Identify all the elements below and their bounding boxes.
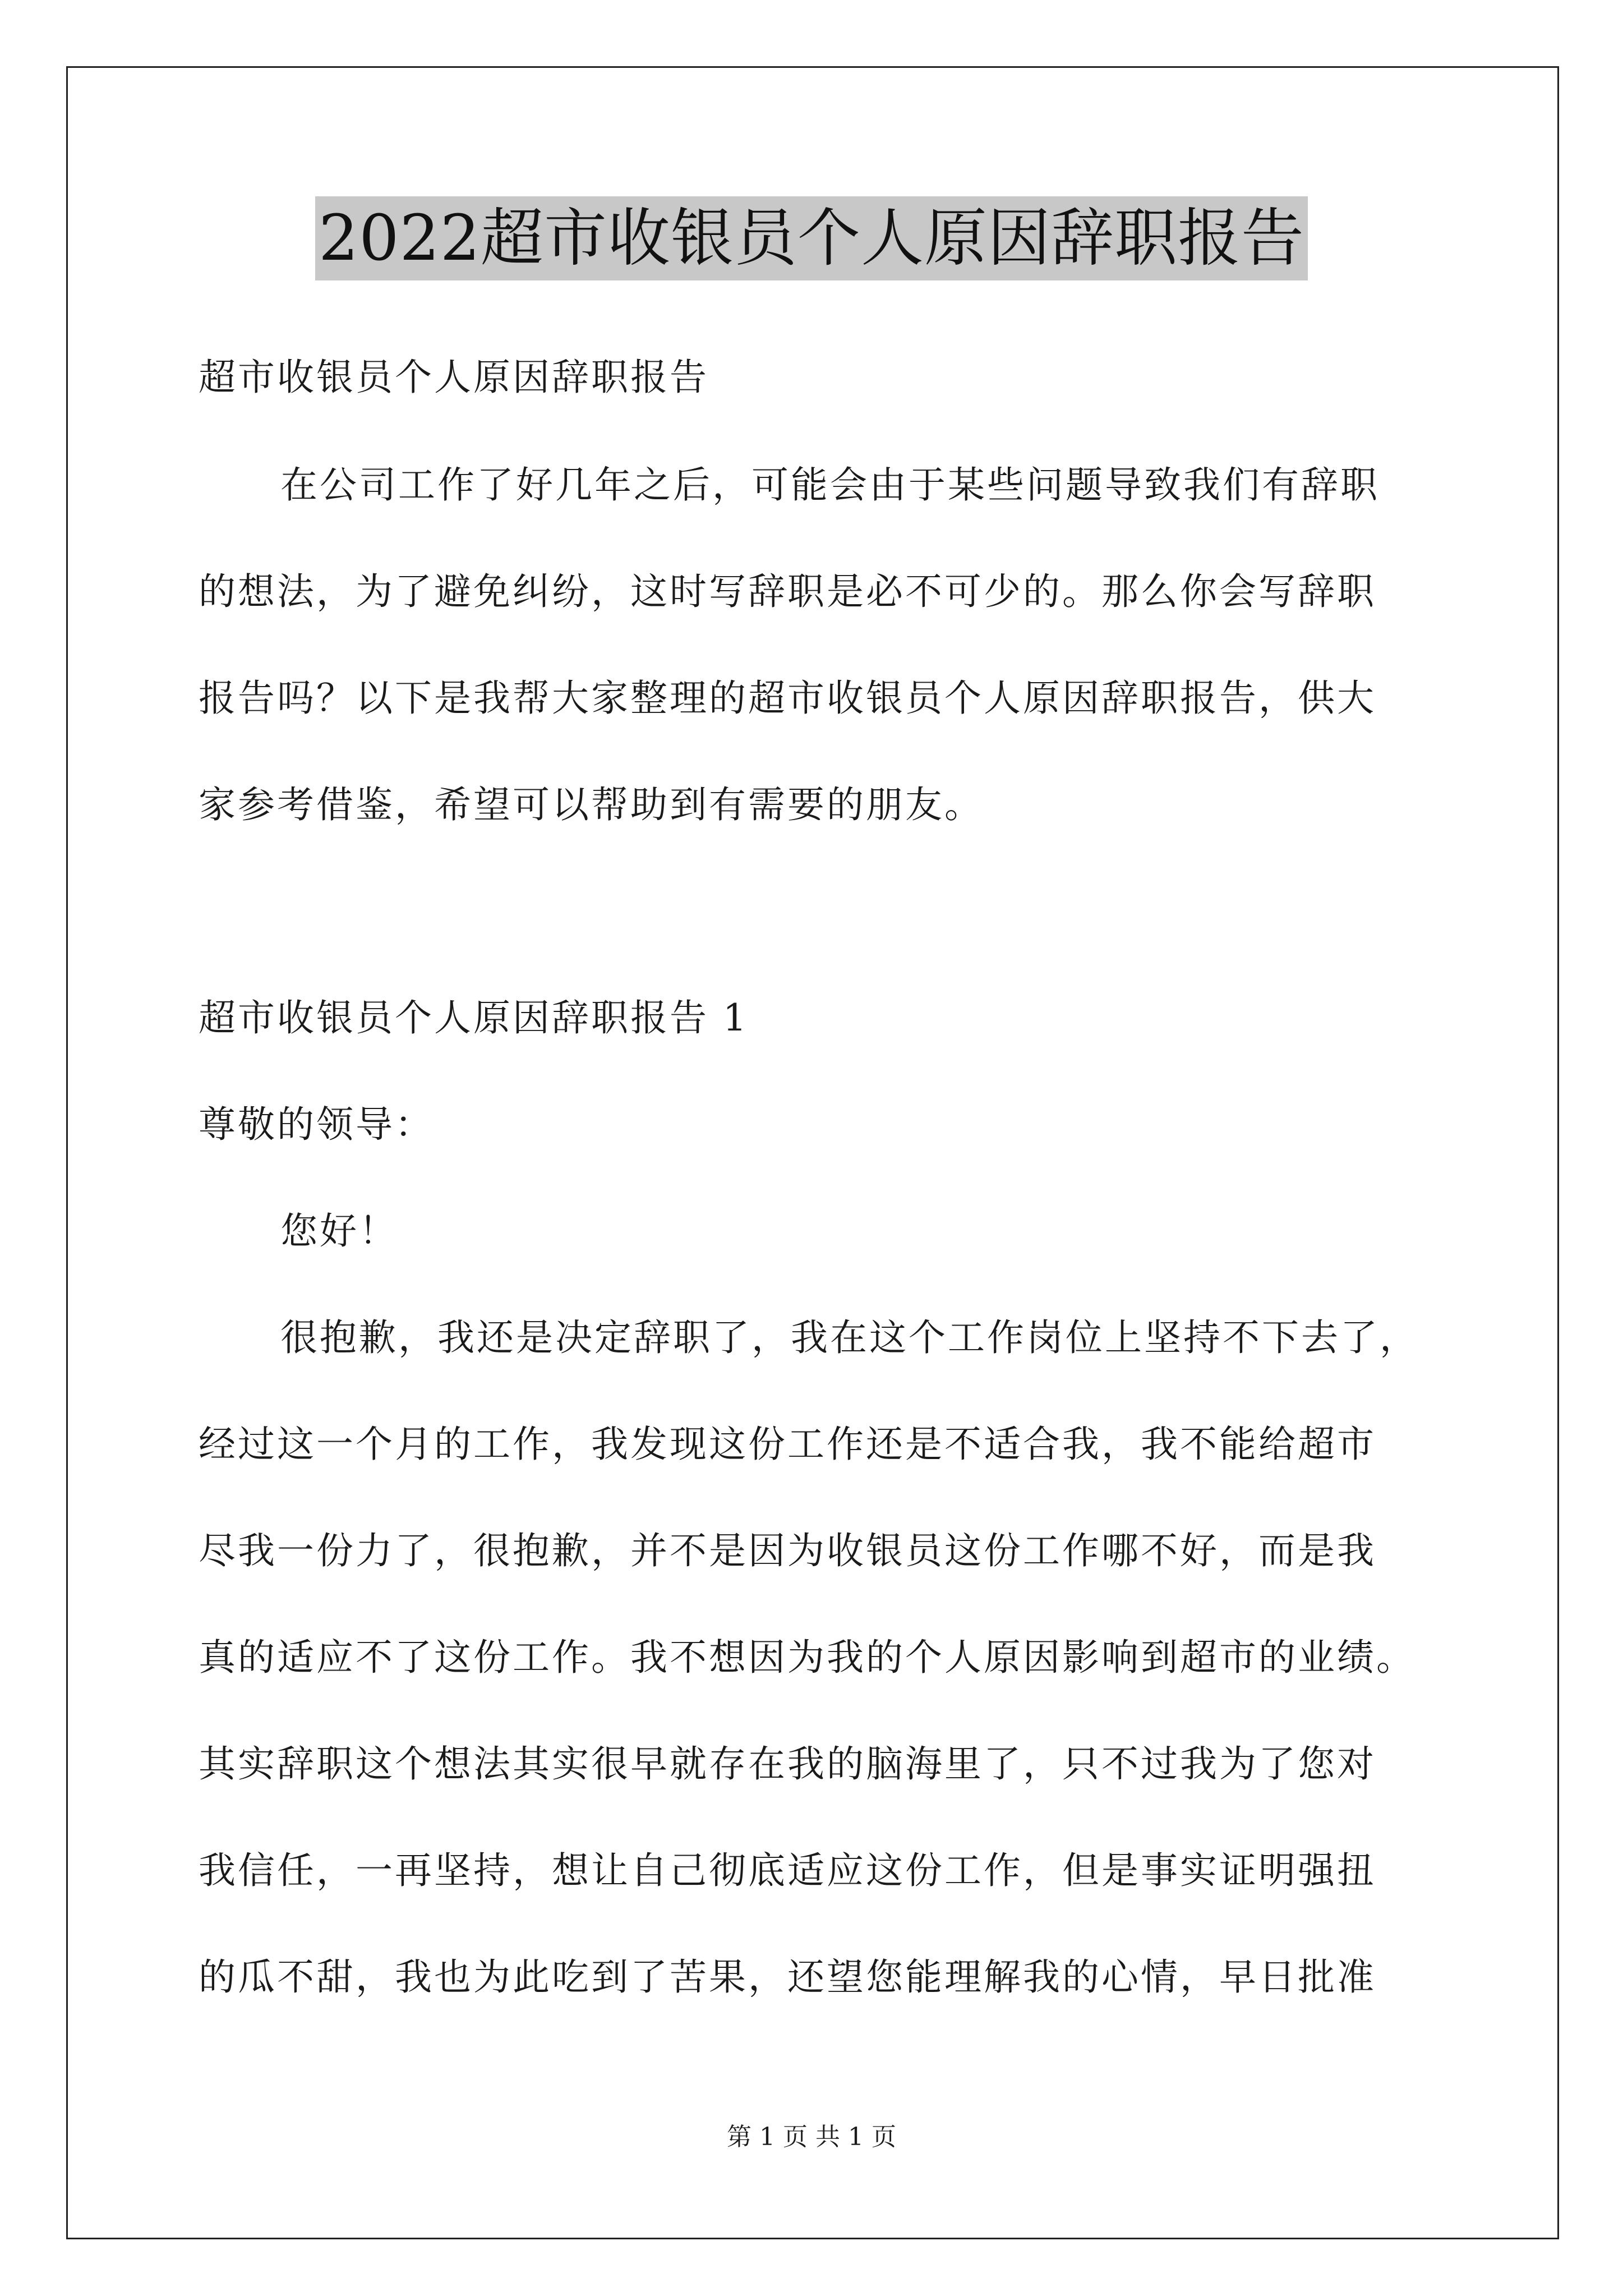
body-line-2: 经过这一个月的工作，我发现这份工作还是不适合我，我不能给超市: [199, 1423, 1376, 1466]
section-heading: 超市收银员个人原因辞职报告 1: [199, 996, 749, 1039]
body-line-5: 其实辞职这个想法其实很早就存在我的脑海里了，只不过我为了您对: [199, 1742, 1376, 1786]
title-container: [0, 196, 1623, 280]
body-line-3: 尽我一份力了，很抱歉，并不是因为收银员这份工作哪不好，而是我: [199, 1529, 1376, 1572]
intro-line-3: 报告吗？以下是我帮大家整理的超市收银员个人原因辞职报告，供大: [199, 677, 1376, 720]
salutation: 尊敬的领导：: [199, 1103, 434, 1146]
intro-line-1: 在公司工作了好几年之后，可能会由于某些问题导致我们有辞职: [280, 463, 1380, 507]
document-title: 2022超市收银员个人原因辞职报告: [315, 196, 1308, 280]
body-line-1: 很抱歉，我还是决定辞职了，我在这个工作岗位上坚持不下去了，: [280, 1316, 1419, 1359]
body-line-7: 的瓜不甜，我也为此吃到了苦果，还望您能理解我的心情，早日批准: [199, 1955, 1376, 1999]
body-line-4: 真的适应不了这份工作。我不想因为我的个人原因影响到超市的业绩。: [199, 1636, 1415, 1679]
greeting: 您好！: [280, 1209, 398, 1253]
intro-line-2: 的想法，为了避免纠纷，这时写辞职是必不可少的。那么你会写辞职: [199, 570, 1376, 613]
subtitle: 超市收银员个人原因辞职报告: [199, 356, 709, 399]
page-footer: 第 1 页 共 1 页: [727, 2123, 896, 2151]
body-line-6: 我信任，一再坚持，想让自己彻底适应这份工作，但是事实证明强扭: [199, 1849, 1376, 1892]
intro-line-4: 家参考借鉴，希望可以帮助到有需要的朋友。: [199, 783, 984, 826]
